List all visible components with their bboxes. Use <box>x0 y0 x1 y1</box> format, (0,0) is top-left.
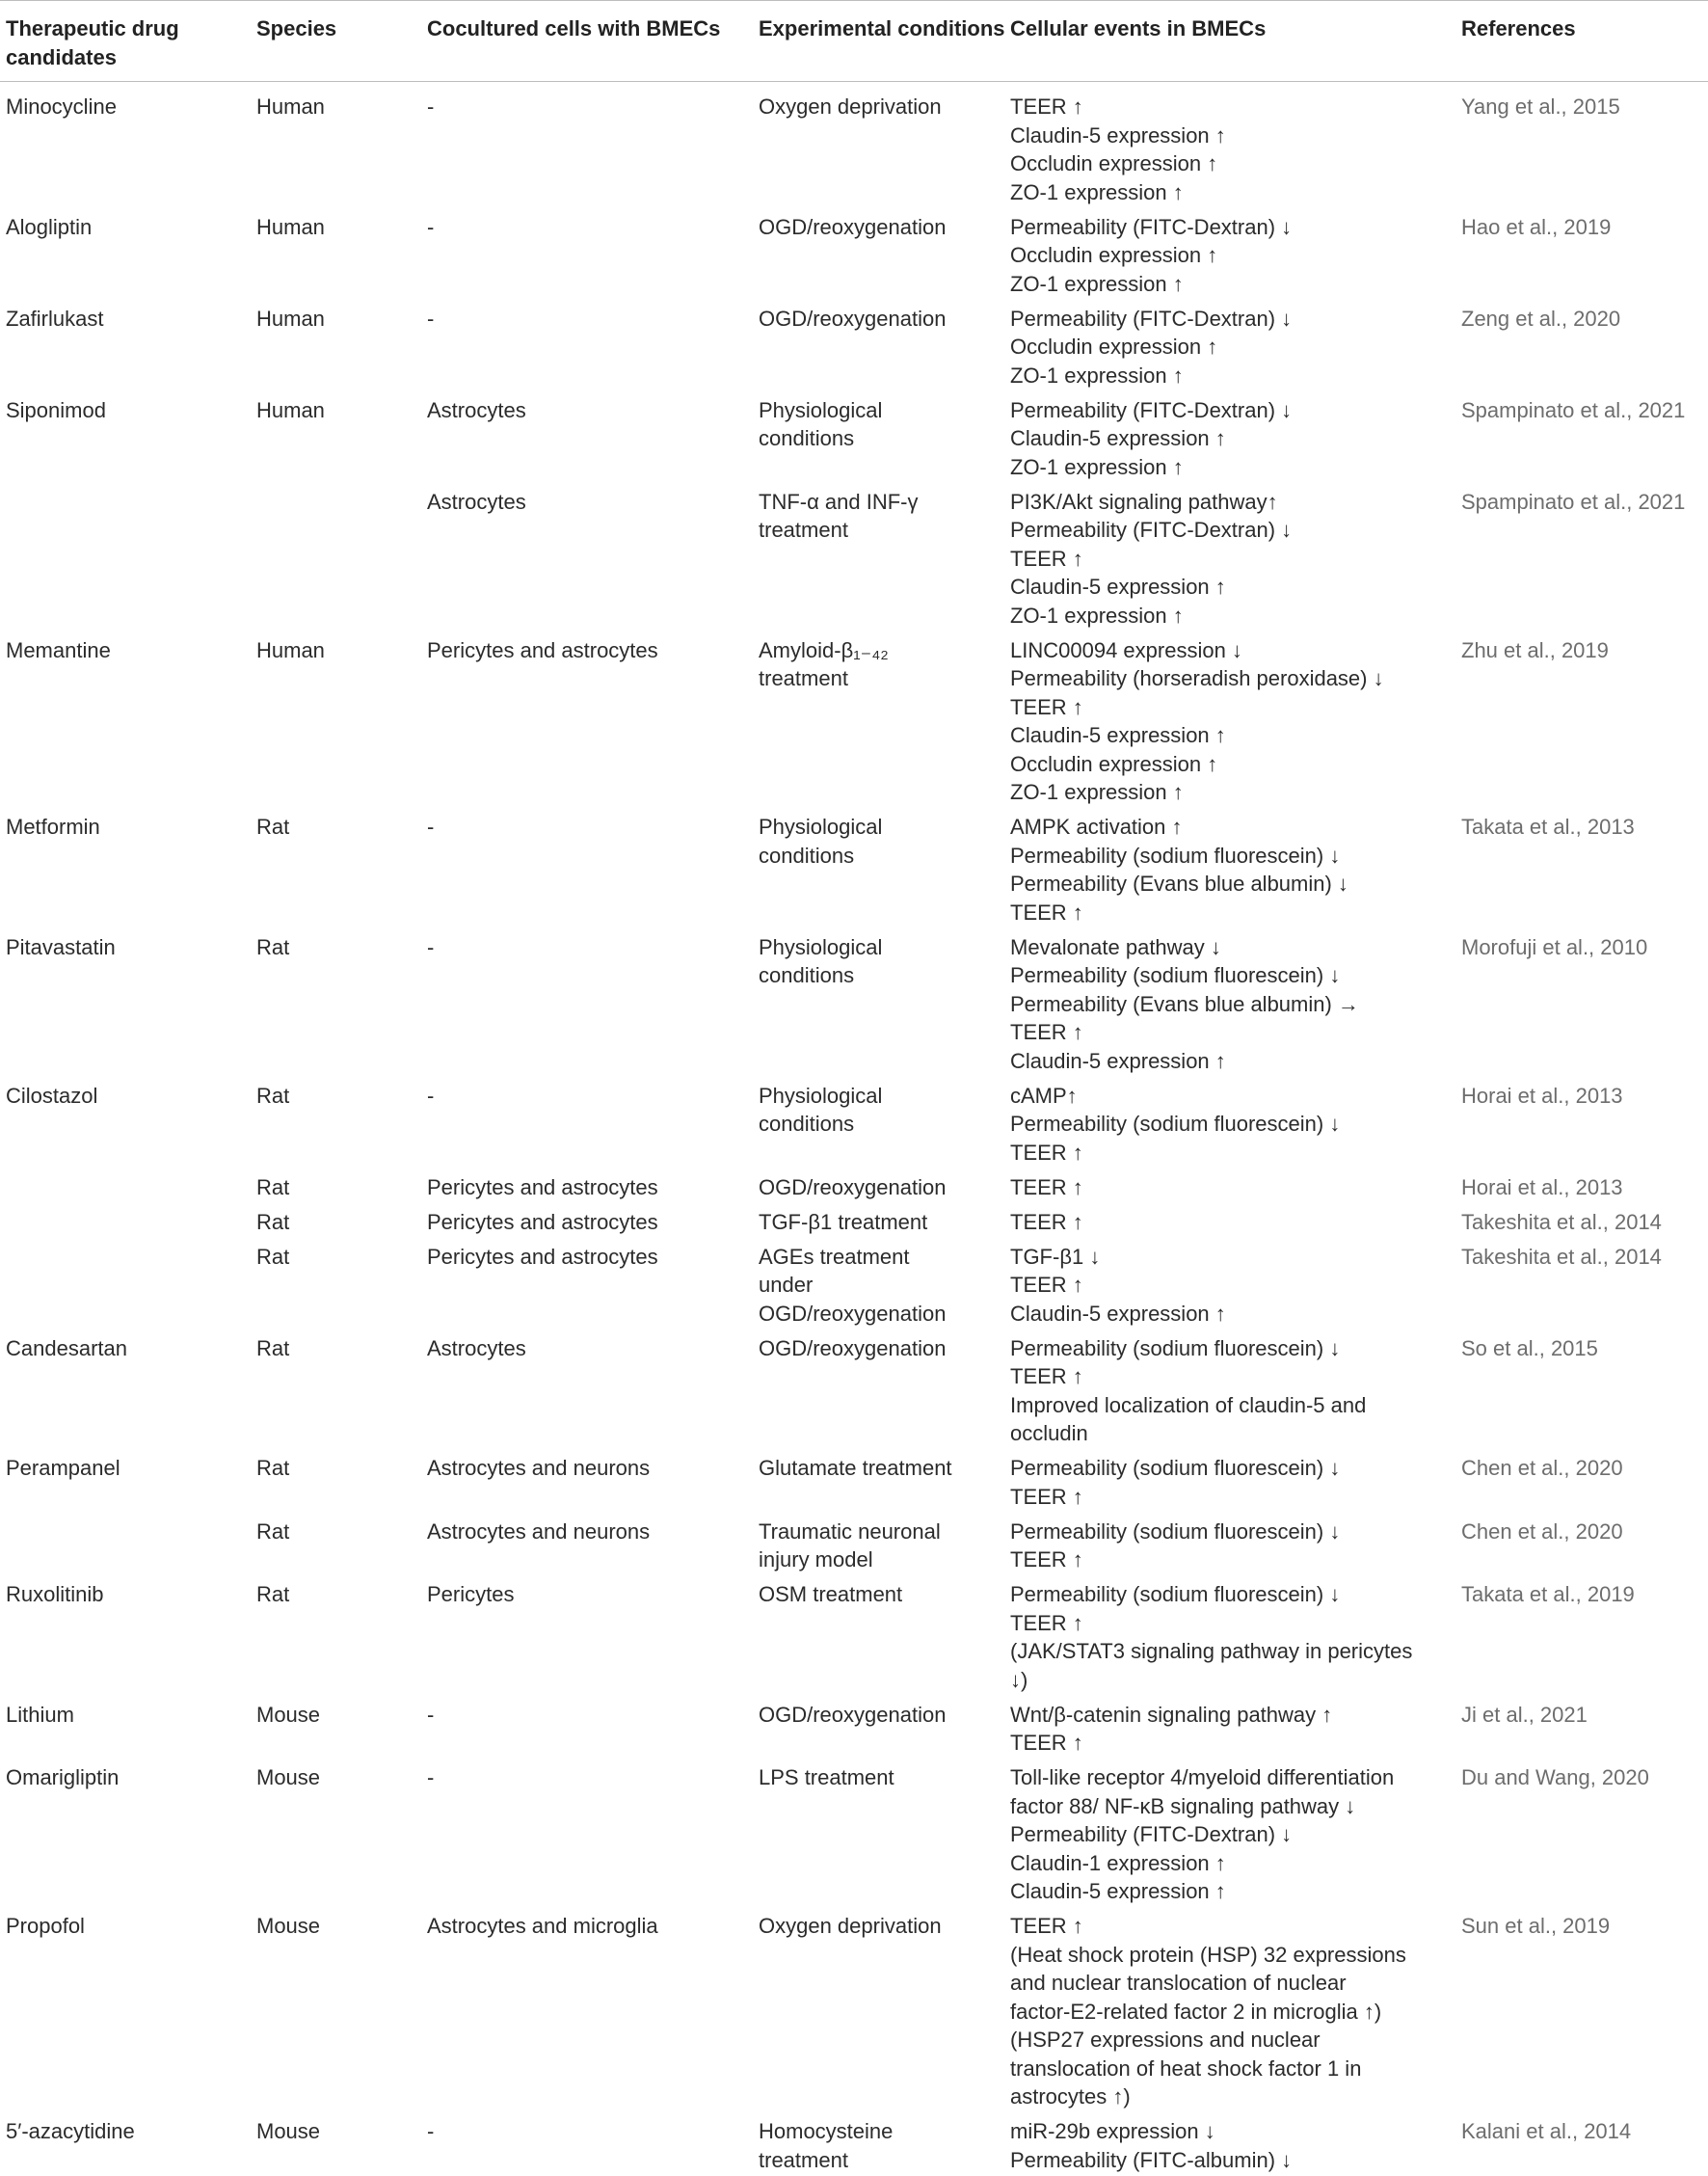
cell-reference: Yang et al., 2015 <box>1461 94 1620 119</box>
cell-drug: Zafirlukast <box>6 306 104 331</box>
cell-conditions: Homocysteine treatment <box>759 2119 894 2172</box>
cell-cellular-events: Permeability (FITC-Dextran) ↓ Occludin expression ↑ ZO-1 expression ↑ <box>1010 214 1293 296</box>
table-row <box>0 300 1708 391</box>
cell-cellular-events: Wnt/β-catenin signaling pathway ↑ TEER ↑ <box>1010 1702 1333 1755</box>
cell-cellular-events: LINC00094 expression ↓ Permeability (horseradish peroxidase) ↓ TEER ↑ Claudin-5 expression ↑ Occludin expression ↑ ZO-1 expression ↑ <box>1010 637 1384 804</box>
cell-reference: Takeshita et al., 2014 <box>1461 1244 1662 1269</box>
cell-conditions: Oxygen deprivation <box>759 94 942 119</box>
cell-species: Mouse <box>256 2119 321 2143</box>
cell-cellular-events: cAMP↑ Permeability (sodium fluorescein) ↓ TEER ↑ <box>1010 1083 1341 1165</box>
cell-reference: Ji et al., 2021 <box>1461 1702 1588 1727</box>
cell-reference: Spampinato et al., 2021 <box>1461 397 1686 422</box>
cell-cellular-events: miR-29b expression ↓ Permeability (FITC-albumin) ↓ <box>1010 2119 1293 2172</box>
cell-conditions: Traumatic neuronal injury model <box>759 1518 941 1572</box>
cell-conditions: TNF-α and INF-γ treatment <box>759 489 919 542</box>
cell-reference: Zeng et al., 2020 <box>1461 306 1621 331</box>
table-row <box>0 631 1708 809</box>
cell-conditions: OGD/reoxygenation <box>759 1702 947 1727</box>
cell-cellular-events: Permeability (FITC-Dextran) ↓ Occludin expression ↑ ZO-1 expression ↑ <box>1010 306 1293 388</box>
header-species: Species <box>256 1 427 82</box>
cell-species: Mouse <box>256 1765 321 1789</box>
table-row <box>0 483 1708 631</box>
cell-cocultured-cells: Pericytes and astrocytes <box>427 637 658 662</box>
header-conditions: Experimental conditions <box>759 1 1010 82</box>
cell-cellular-events: TGF-β1 ↓ TEER ↑ Claudin-5 expression ↑ <box>1010 1244 1226 1326</box>
cell-reference: Sun et al., 2019 <box>1461 1914 1611 1938</box>
cell-species: Mouse <box>256 1914 321 1938</box>
cell-drug: Pitavastatin <box>6 934 116 959</box>
cell-drug: Alogliptin <box>6 214 93 239</box>
table-row <box>0 1330 1708 1450</box>
table-row <box>0 1203 1708 1238</box>
cell-reference: So et al., 2015 <box>1461 1335 1598 1360</box>
table-header <box>0 1 1708 82</box>
header-drug: Therapeutic drug candidates <box>0 1 256 82</box>
cell-drug: Ruxolitinib <box>6 1582 104 1606</box>
table-row <box>0 82 1708 208</box>
cell-cocultured-cells: Astrocytes <box>427 397 526 422</box>
table-row <box>0 1077 1708 1169</box>
cell-conditions: OSM treatment <box>759 1582 903 1606</box>
header-cellular-events: Cellular events in BMECs <box>1010 1 1461 82</box>
cell-reference: Takata et al., 2019 <box>1461 1582 1635 1606</box>
cell-drug: Metformin <box>6 815 100 839</box>
table-row <box>0 1696 1708 1760</box>
cell-drug <box>0 1513 256 1576</box>
cell-reference: Chen et al., 2020 <box>1461 1456 1623 1480</box>
cell-reference: Horai et al., 2013 <box>1461 1174 1623 1199</box>
cell-species: Rat <box>256 1335 290 1360</box>
table-row <box>0 1759 1708 1907</box>
cell-cocultured-cells: - <box>427 214 435 239</box>
cell-species: Human <box>256 94 325 119</box>
cell-cocultured-cells: - <box>427 2119 435 2143</box>
cell-cellular-events: TEER ↑ <box>1010 1209 1083 1234</box>
cell-species: Rat <box>256 1456 290 1480</box>
cell-cellular-events: TEER ↑ Claudin-5 expression ↑ Occludin expression ↑ ZO-1 expression ↑ <box>1010 94 1226 204</box>
cell-cocultured-cells: - <box>427 1083 435 1108</box>
cell-species: Human <box>256 637 325 662</box>
cell-species: Human <box>256 214 325 239</box>
table-row <box>0 1575 1708 1696</box>
cell-conditions: Physiological conditions <box>759 397 883 450</box>
table-row <box>0 1907 1708 2112</box>
cell-drug: Minocycline <box>6 94 117 119</box>
header-references: References <box>1461 1 1708 82</box>
cell-species: Human <box>256 397 325 422</box>
table-body <box>0 82 1708 2176</box>
cell-reference: Du and Wang, 2020 <box>1461 1765 1649 1789</box>
cell-drug: Siponimod <box>6 397 106 422</box>
cell-conditions: Amyloid-β₁₋₄₂ treatment <box>759 637 889 690</box>
cell-conditions: AGEs treatment under OGD/reoxygenation <box>759 1244 947 1326</box>
table-row <box>0 808 1708 928</box>
cell-conditions: OGD/reoxygenation <box>759 214 947 239</box>
cell-cellular-events: Permeability (sodium fluorescein) ↓ TEER ↑ <box>1010 1456 1341 1509</box>
cell-species: Rat <box>256 1083 290 1108</box>
table-row <box>0 391 1708 483</box>
cell-conditions: OGD/reoxygenation <box>759 1335 947 1360</box>
header-cocultured-cells: Cocultured cells with BMECs <box>427 1 759 82</box>
cell-conditions: Oxygen deprivation <box>759 1914 942 1938</box>
cell-conditions: LPS treatment <box>759 1765 894 1789</box>
cell-cocultured-cells: Astrocytes <box>427 489 526 514</box>
cell-cocultured-cells: Pericytes and astrocytes <box>427 1174 658 1199</box>
table-row <box>0 1169 1708 1203</box>
table-row <box>0 2112 1708 2176</box>
cell-cocultured-cells: - <box>427 94 435 119</box>
cell-cocultured-cells: Astrocytes and neurons <box>427 1456 651 1480</box>
cell-species: Human <box>256 306 325 331</box>
cell-reference: Horai et al., 2013 <box>1461 1083 1623 1108</box>
header-row <box>0 1 1708 82</box>
cell-species <box>256 483 427 631</box>
cell-cocultured-cells: - <box>427 934 435 959</box>
table-row <box>0 1449 1708 1513</box>
cell-cellular-events: Permeability (sodium fluorescein) ↓ TEER ↑ Improved localization of claudin-5 and occludin <box>1010 1335 1367 1445</box>
table-row <box>0 208 1708 300</box>
cell-cellular-events: Permeability (sodium fluorescein) ↓ TEER ↑ (JAK/STAT3 signaling pathway in pericytes ↓) <box>1010 1582 1413 1692</box>
cell-cellular-events: Permeability (sodium fluorescein) ↓ TEER ↑ <box>1010 1518 1341 1572</box>
cell-drug: Propofol <box>6 1914 85 1938</box>
cell-conditions: OGD/reoxygenation <box>759 1174 947 1199</box>
cell-cocultured-cells: Astrocytes and neurons <box>427 1518 651 1544</box>
cell-reference: Chen et al., 2020 <box>1461 1518 1623 1544</box>
cell-reference: Kalani et al., 2014 <box>1461 2119 1632 2143</box>
cell-conditions: Glutamate treatment <box>759 1456 952 1480</box>
cell-cellular-events: Mevalonate pathway ↓ Permeability (sodium fluorescein) ↓ Permeability (Evans blue albumin) → TEER ↑ Claudin-5 expression ↑ <box>1010 934 1359 1073</box>
table-row <box>0 1238 1708 1330</box>
table-row <box>0 1513 1708 1576</box>
cell-species: Rat <box>256 1174 290 1199</box>
cell-species: Rat <box>256 934 290 959</box>
cell-species: Rat <box>256 1209 290 1234</box>
cell-cellular-events: Permeability (FITC-Dextran) ↓ Claudin-5 expression ↑ ZO-1 expression ↑ <box>1010 397 1293 479</box>
cell-drug: Perampanel <box>6 1456 120 1480</box>
cell-cellular-events: TEER ↑ (Heat shock protein (HSP) 32 expressions and nuclear translocation of nuclear factor-E2-related factor 2 in microglia ↑) (HSP27 expressions and nuclear translocation of heat shock factor 1 in astrocytes ↑) <box>1010 1914 1406 2109</box>
cell-cocultured-cells: - <box>427 1765 435 1789</box>
cell-reference: Takeshita et al., 2014 <box>1461 1209 1662 1234</box>
cell-reference: Hao et al., 2019 <box>1461 214 1612 239</box>
cell-drug <box>0 483 256 631</box>
cell-drug <box>0 1203 256 1238</box>
cell-reference: Morofuji et al., 2010 <box>1461 934 1648 959</box>
cell-cocultured-cells: Pericytes and astrocytes <box>427 1209 658 1234</box>
cell-cocultured-cells: Pericytes and astrocytes <box>427 1244 658 1269</box>
cell-drug <box>0 1238 256 1330</box>
cell-cocultured-cells: Astrocytes <box>427 1335 526 1360</box>
cell-conditions: Physiological conditions <box>759 934 883 987</box>
cell-conditions: Physiological conditions <box>759 1083 883 1136</box>
cell-species: Rat <box>256 815 290 839</box>
cell-conditions: Physiological conditions <box>759 815 883 868</box>
cell-drug: Omarigliptin <box>6 1765 120 1789</box>
cell-cellular-events: PI3K/Akt signaling pathway↑ Permeability (FITC-Dextran) ↓ TEER ↑ Claudin-5 expression ↑ ZO-1 expression ↑ <box>1010 489 1293 628</box>
cell-drug <box>0 1169 256 1203</box>
cell-reference: Spampinato et al., 2021 <box>1461 489 1686 514</box>
cell-species: Rat <box>256 1518 290 1544</box>
cell-cocultured-cells: Astrocytes and microglia <box>427 1914 658 1938</box>
cell-species: Rat <box>256 1244 290 1269</box>
cell-cellular-events: AMPK activation ↑ Permeability (sodium fluorescein) ↓ Permeability (Evans blue albumin) ↓ TEER ↑ <box>1010 815 1348 925</box>
cell-drug: Candesartan <box>6 1335 127 1360</box>
cell-reference: Takata et al., 2013 <box>1461 815 1635 839</box>
cell-cocultured-cells: - <box>427 1702 435 1727</box>
cell-conditions: OGD/reoxygenation <box>759 306 947 331</box>
cell-conditions: TGF-β1 treatment <box>759 1209 928 1234</box>
cell-drug: 5′-azacytidine <box>6 2119 135 2143</box>
cell-cocultured-cells: Pericytes <box>427 1582 515 1606</box>
cell-species: Rat <box>256 1582 290 1606</box>
cell-cocultured-cells: - <box>427 306 435 331</box>
cell-species: Mouse <box>256 1702 321 1727</box>
table-row <box>0 928 1708 1077</box>
cell-drug: Memantine <box>6 637 111 662</box>
cell-cellular-events: Toll-like receptor 4/myeloid differentiation factor 88/ NF-κB signaling pathway ↓ Permeability (FITC-Dextran) ↓ Claudin-1 expression ↑ Claudin-5 expression ↑ <box>1010 1765 1395 1903</box>
cell-cellular-events: TEER ↑ <box>1010 1174 1083 1199</box>
cell-drug: Lithium <box>6 1702 74 1727</box>
cell-cocultured-cells: - <box>427 815 435 839</box>
cell-reference: Zhu et al., 2019 <box>1461 637 1609 662</box>
cell-drug: Cilostazol <box>6 1083 98 1108</box>
